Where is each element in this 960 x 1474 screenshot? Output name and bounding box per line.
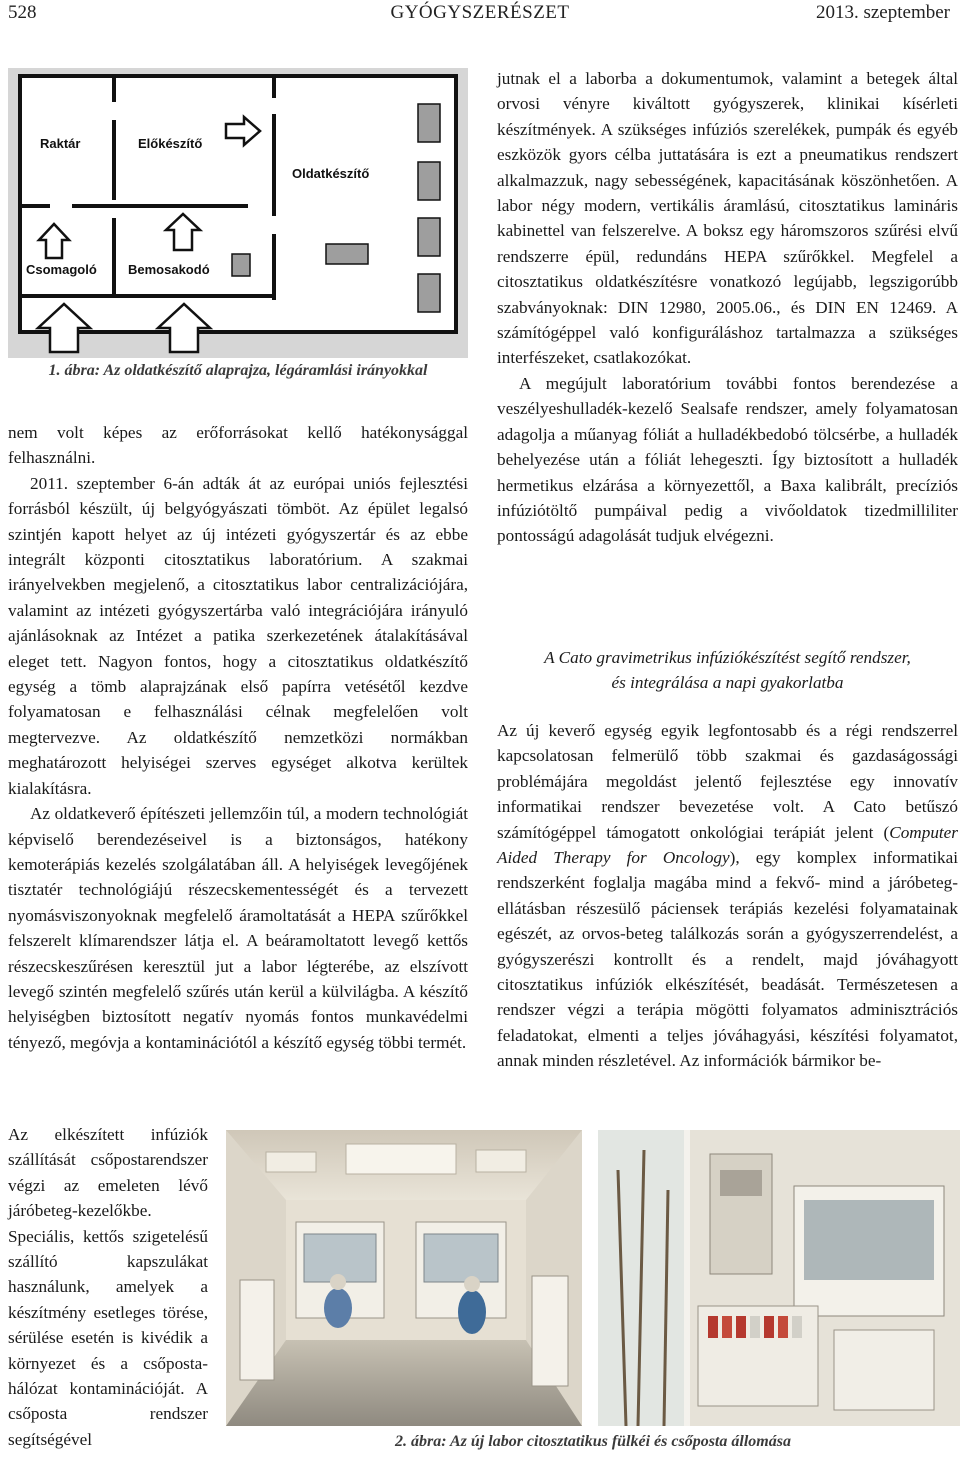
tube-station-illustration xyxy=(598,1130,960,1426)
left-column-text xyxy=(8,420,468,1120)
floor-plan-figure xyxy=(8,68,468,358)
journal-title: GYÓGYSZERÉSZET xyxy=(390,2,570,23)
page-number: 528 xyxy=(8,2,37,23)
room-label-oldatkeszito: Oldatkészítő xyxy=(292,166,370,181)
room-label-csomagolo: Csomagoló xyxy=(26,262,97,277)
subheading-line: és integrálása a napi gyakorlatba xyxy=(611,673,844,693)
subheading-line: A Cato gravimetrikus infúziókészítést segítő rendszer, xyxy=(544,648,911,667)
tube-station-photo xyxy=(598,1130,960,1426)
section-subheading xyxy=(497,645,958,701)
paragraph: 2011. szeptember 6-án adták át az európai uniós fejlesztési forrásból készült, új belgyógyászati tömböt. Az épület legalsó szintjén kapott helyet az új intézeti gyógyszertár és az ebbe integrált központi citosztatikus laboratórium. A szakmai irányelvekben megjelenő, a citosztatikus labor centralizációjára, valamint az intézeti gyógyszertárba való integrációjára irányuló ajánlásoknak az Intézet a patika szerkezetének átalakításával eleget tett. Nagyon fontos, hogy a citosztatikus oldatkészítő egység a tömb alaprajzának első papírra vetésétől kezdve folyamatosan e felhasználási célnak megfelelően volt megtervezve. Az oldatkészítő nemzetközi normákban meghatározott helyiségei szerves egységet alkotva kerültek kialakításra. xyxy=(8,473,468,798)
room-label-bemosakodo: Bemosakodó xyxy=(128,262,210,277)
issue-date: 2013. szeptember xyxy=(815,2,950,23)
right-column-text-bottom xyxy=(497,718,958,1118)
room-label-elokeszito: Előkészítő xyxy=(138,136,203,151)
paragraph xyxy=(497,718,958,1074)
paragraph: Az elkészített infúziók szállítását csőpostarendszer végzi az emeleten lévő járóbeteg-kezelőkbe. Speciális, kettős szigetelésű szállító kapszulákat használunk, amelyek a készítmény esetleges törése, sérülése esetén is kivédik a környezet és a csőposta-hálózat kontaminációját. A csőposta rendszer segítségével xyxy=(8,1125,208,1449)
paragraph: Az oldatkeverő építészeti jellemzőin túl, a modern technológiát képviselő berendezéseivel is a biztonságos, hatékony kemoterápiás kezelés szolgálatában áll. A helyiségek levegőjének tisztatér technológiájú részecskementességét és a tervezett nyomásviszonyoknak megfelelő áramoltatását a HEPA szűrőkkel felszerelt klímarendszer látja el. A beáramoltatott levegő kettős részecskeszűrésen keresztül jut a labor légterébe, az elszívott levegő szintén megfelelő szűrés után kerül a külvilágba. A készítő helyiségben biztosított negatív nyomás fontos munkavédelmi tényező, megóvja a kontaminációtól a készítő egység többi termét. xyxy=(8,804,468,1052)
text-run: ), egy komplex informatikai rendszerként foglalja magába mind a fekvő- mind a járóbeteg-ellátásban részesülő páciensek terápiás kezelési folyamatainak egészét, az orvos-beteg találkozás során a gyógyszerrendelést, a gyógyszerészi kontrollt és a rendelt, majd jóváhagyott citosztatikus infúziók elkészítését, beadását. Természetesen a rendszer végzi a terápia mögötti folyamatos adminisztrációs feladatokat, elmenti a teljes jóváhagyási, készítési folyamatot, annak minden részletével. Az információk bármikor be- xyxy=(497,848,958,1071)
right-column-text-top xyxy=(497,66,958,616)
italic-term: Computer Aided Therapy for Oncology xyxy=(497,822,958,868)
paragraph: A megújult laboratórium további fontos berendezése a veszélyeshulladék-kezelő Sealsafe rendszer, amely folyamatosan adagolja a műanyag fóliát a hulladékbedobó tölcsérbe, a hulladék behelyezése után a fóliát lehegeszti. Így biztosított a hulladék hermetikus elzárása a környezettől, a Baxa kalibrált, precíziós infúziótöltő pumpáival pedig a vivőoldatok tizedmilliliter pontosságú adagolását tudjuk elvégezni. xyxy=(497,373,958,546)
paragraph: nem volt képes az erőforrásokat kellő hatékonysággal felhasználni. xyxy=(8,423,468,468)
lab-photo-illustration xyxy=(226,1130,582,1426)
room-label-raktar: Raktár xyxy=(40,136,81,151)
paragraph: jutnak el a laborba a dokumentumok, valamint a betegek által orvosi vényre kiváltott gyógyszerek, klinikai kísérleti készítmények. A szükséges infúziós szerelékek, pumpák és egyéb eszközök gyors célba juttatására is ezt a pneumatikus rendszert alkalmazzuk, nagy sebességének, kapacitásának köszönhetően. A labor négy modern, vertikális áramlású, citosztatikus lamináris kabinettel van felszerelve. A boksz egy háromszoros szűrési elvű rendszerre épül, redundáns HEPA szűrőkkel. Megfelel a citosztatikus oldatkészítésre vonatkozó legújabb, legszigorúbb szabványoknak: DIN 12980, 2005.06., és DIN EN 12469. A számítógéppel való konfiguráláshoz tartalmazza a szükséges interfészeket, csatlakozókat. xyxy=(497,69,958,368)
page-header xyxy=(0,0,960,40)
figure-1-caption: 1. ábra: Az oldatkészítő alaprajza, légáramlási irányokkal xyxy=(48,362,428,379)
lab-photo xyxy=(226,1130,582,1426)
narrow-column-text xyxy=(8,1122,208,1472)
floor-plan-drawing xyxy=(8,68,468,358)
text-run: Az új keverő egység egyik legfontosabb és a régi rendszerrel kapcsolatosan felmerülő több szakmai és gazdaságossági problémájára megoldást jelentő fejlesztése egy innovatív informatikai rendszer bevezetése volt. A Cato betűszó számítógéppel támogatott onkológiai terápiát jelent ( xyxy=(497,721,958,842)
figure-2-caption: 2. ábra: Az új labor citosztatikus fülkéi és csőposta állomása xyxy=(395,1433,791,1450)
